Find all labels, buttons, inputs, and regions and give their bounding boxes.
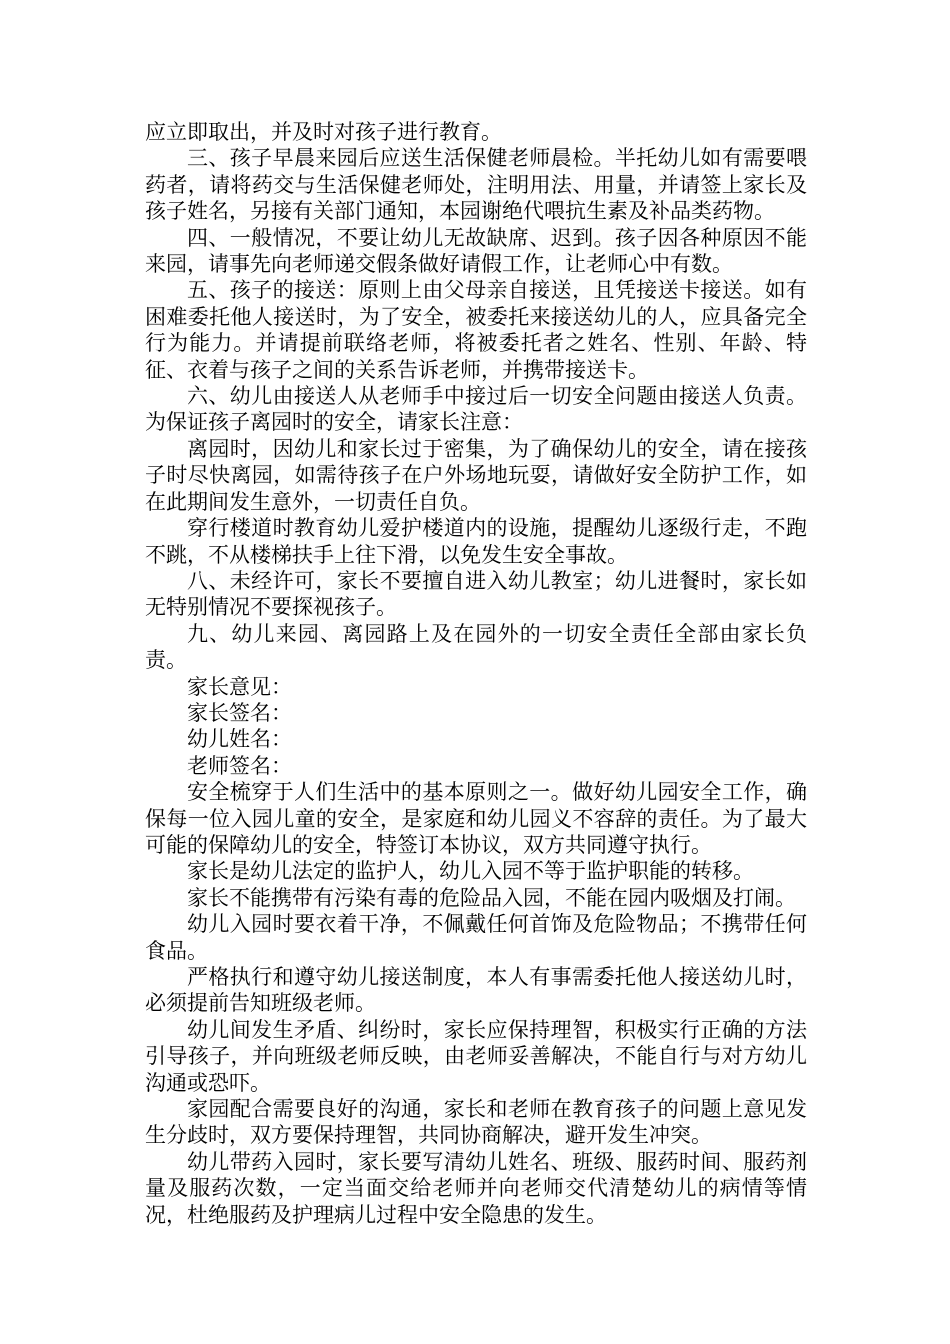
teacher-signature-label: 老师签名： [187,753,292,778]
paragraph-item-5: 五、孩子的接送：原则上由父母亲自接送，且凭接送卡接送。如有困难委托他人接送时，为了安全，被委托来接送幼儿的人，应具备完全行为能力。并请提前联络老师，将被委托者之姓名、性别、年龄、特征、衣着与孩子之间的关系告诉老师，并携带接送卡。 [145,278,807,382]
paragraph-item-6: 六、幼儿由接送人从老师手中接过后一切安全问题由接送人负责。为保证孩子离园时的安全，请家长注意： [145,384,807,435]
document-body [145,119,807,1228]
paragraph-item-4: 四、一般情况，不要让幼儿无故缺席、迟到。孩子因各种原因不能来园，请事先向老师递交假条做好请假工作，让老师心中有数。 [145,225,807,277]
paragraph-medicine: 幼儿带药入园时，家长要写清幼儿姓名、班级、服药时间、服药剂量及服药次数，一定当面交给老师并向老师交代清楚幼儿的病情等情况，杜绝服药及护理病儿过程中安全隐患的发生。 [145,1149,807,1227]
paragraph-communication: 家园配合需要良好的沟通，家长和老师在教育孩子的问题上意见发生分歧时，双方要保持理智，共同协商解决，避开发生冲突。 [145,1097,807,1148]
paragraph-item-3: 三、孩子早晨来园后应送生活保健老师晨检。半托幼儿如有需要喂药者，请将药交与生活保健老师处，注明用法、用量，并请签上家长及孩子姓名，另接有关部门通知，本园谢绝代喂抗生素及补品类药物。 [145,146,807,224]
paragraph-hazardous-items: 家长不能携带有污染有毒的危险品入园，不能在园内吸烟及打闹。 [187,885,796,910]
paragraph-conflicts: 幼儿间发生矛盾、纠纷时，家长应保持理智，积极实行正确的方法引导孩子，并向班级老师反映，由老师妥善解决，不能自行与对方幼儿沟通或恐吓。 [145,1017,807,1095]
paragraph-continuation: 应立即取出，并及时对孩子进行教育。 [145,120,502,144]
paragraph-guardian: 家长是幼儿法定的监护人，幼儿入园不等于监护职能的转移。 [187,859,754,884]
paragraph-item-8: 八、未经许可，家长不要擅自进入幼儿教室；幼儿进餐时，家长如无特别情况不要探视孩子。 [145,568,807,620]
paragraph-safety-principle: 安全梳穿于人们生活中的基本原则之一。做好幼儿园安全工作，确保每一位入园儿童的安全，是家庭和幼儿园义不容辞的责任。为了最大可能的保障幼儿的安全，特签订本协议，双方共同遵守执行。 [145,780,807,857]
paragraph-leaving: 离园时，因幼儿和家长过于密集，为了确保幼儿的安全，请在接孩子时尽快离园，如需待孩子在户外场地玩耍，请做好安全防护工作，如在此期间发生意外，一切责任自负。 [145,436,807,514]
parent-opinion-label: 家长意见： [187,674,292,699]
paragraph-clothing: 幼儿入园时要衣着干净，不佩戴任何首饰及危险物品；不携带任何食品。 [145,912,807,963]
paragraph-item-9: 九、幼儿来园、离园路上及在园外的一切安全责任全部由家长负责。 [145,621,807,673]
child-name-label: 幼儿姓名： [187,727,292,752]
paragraph-stairs: 穿行楼道时教育幼儿爱护楼道内的设施，提醒幼儿逐级行走，不跑不跳，不从楼梯扶手上往下滑，以免发生安全事故。 [145,516,807,567]
parent-signature-label: 家长签名： [187,700,292,725]
paragraph-pickup-rules: 严格执行和遵守幼儿接送制度，本人有事需委托他人接送幼儿时，必须提前告知班级老师。 [145,965,807,1016]
